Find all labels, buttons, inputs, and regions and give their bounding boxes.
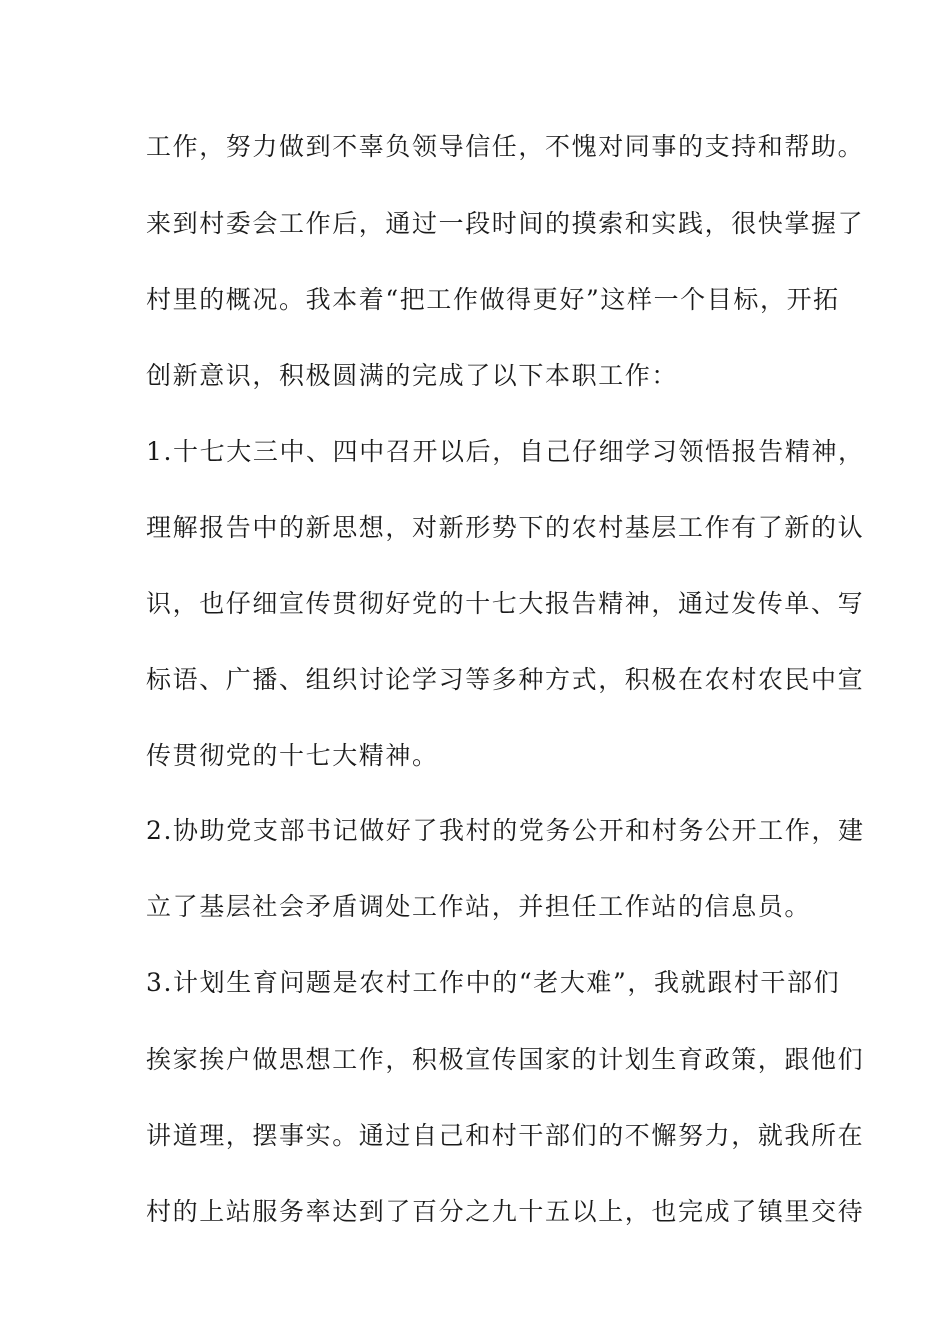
text-line: 村的上站服务率达到了百分之九十五以上，也完成了镇里交待	[146, 1197, 865, 1226]
text-line: 创新意识，积极圆满的完成了以下本职工作：	[146, 361, 679, 390]
text-line: 1.十七大三中、四中召开以后，自己仔细学习领悟报告精神，	[146, 437, 865, 466]
text-line: 工作，努力做到不辜负领导信任，不愧对同事的支持和帮助。	[146, 132, 865, 161]
text-line: 识，也仔细宣传贯彻好党的十七大报告精神，通过发传单、写	[146, 589, 865, 618]
text-line: 传贯彻党的十七大精神。	[146, 741, 439, 770]
text-line: 2.协助党支部书记做好了我村的党务公开和村务公开工作，建	[146, 816, 865, 845]
text-line: 标语、广播、组织讨论学习等多种方式，积极在农村农民中宣	[146, 665, 865, 694]
text-line: 立了基层社会矛盾调处工作站，并担任工作站的信息员。	[146, 892, 812, 921]
text-line: 来到村委会工作后，通过一段时间的摸索和实践，很快掌握了	[146, 209, 865, 238]
text-line: 3.计划生育问题是农村工作中的“老大难”，我就跟村干部们	[146, 968, 841, 997]
text-line: 村里的概况。我本着“把工作做得更好”这样一个目标，开拓	[146, 285, 840, 314]
text-line: 理解报告中的新思想，对新形势下的农村基层工作有了新的认	[146, 513, 865, 542]
text-line: 讲道理，摆事实。通过自己和村干部们的不懈努力，就我所在	[146, 1121, 865, 1150]
text-line: 挨家挨户做思想工作，积极宣传国家的计划生育政策，跟他们	[146, 1045, 865, 1074]
